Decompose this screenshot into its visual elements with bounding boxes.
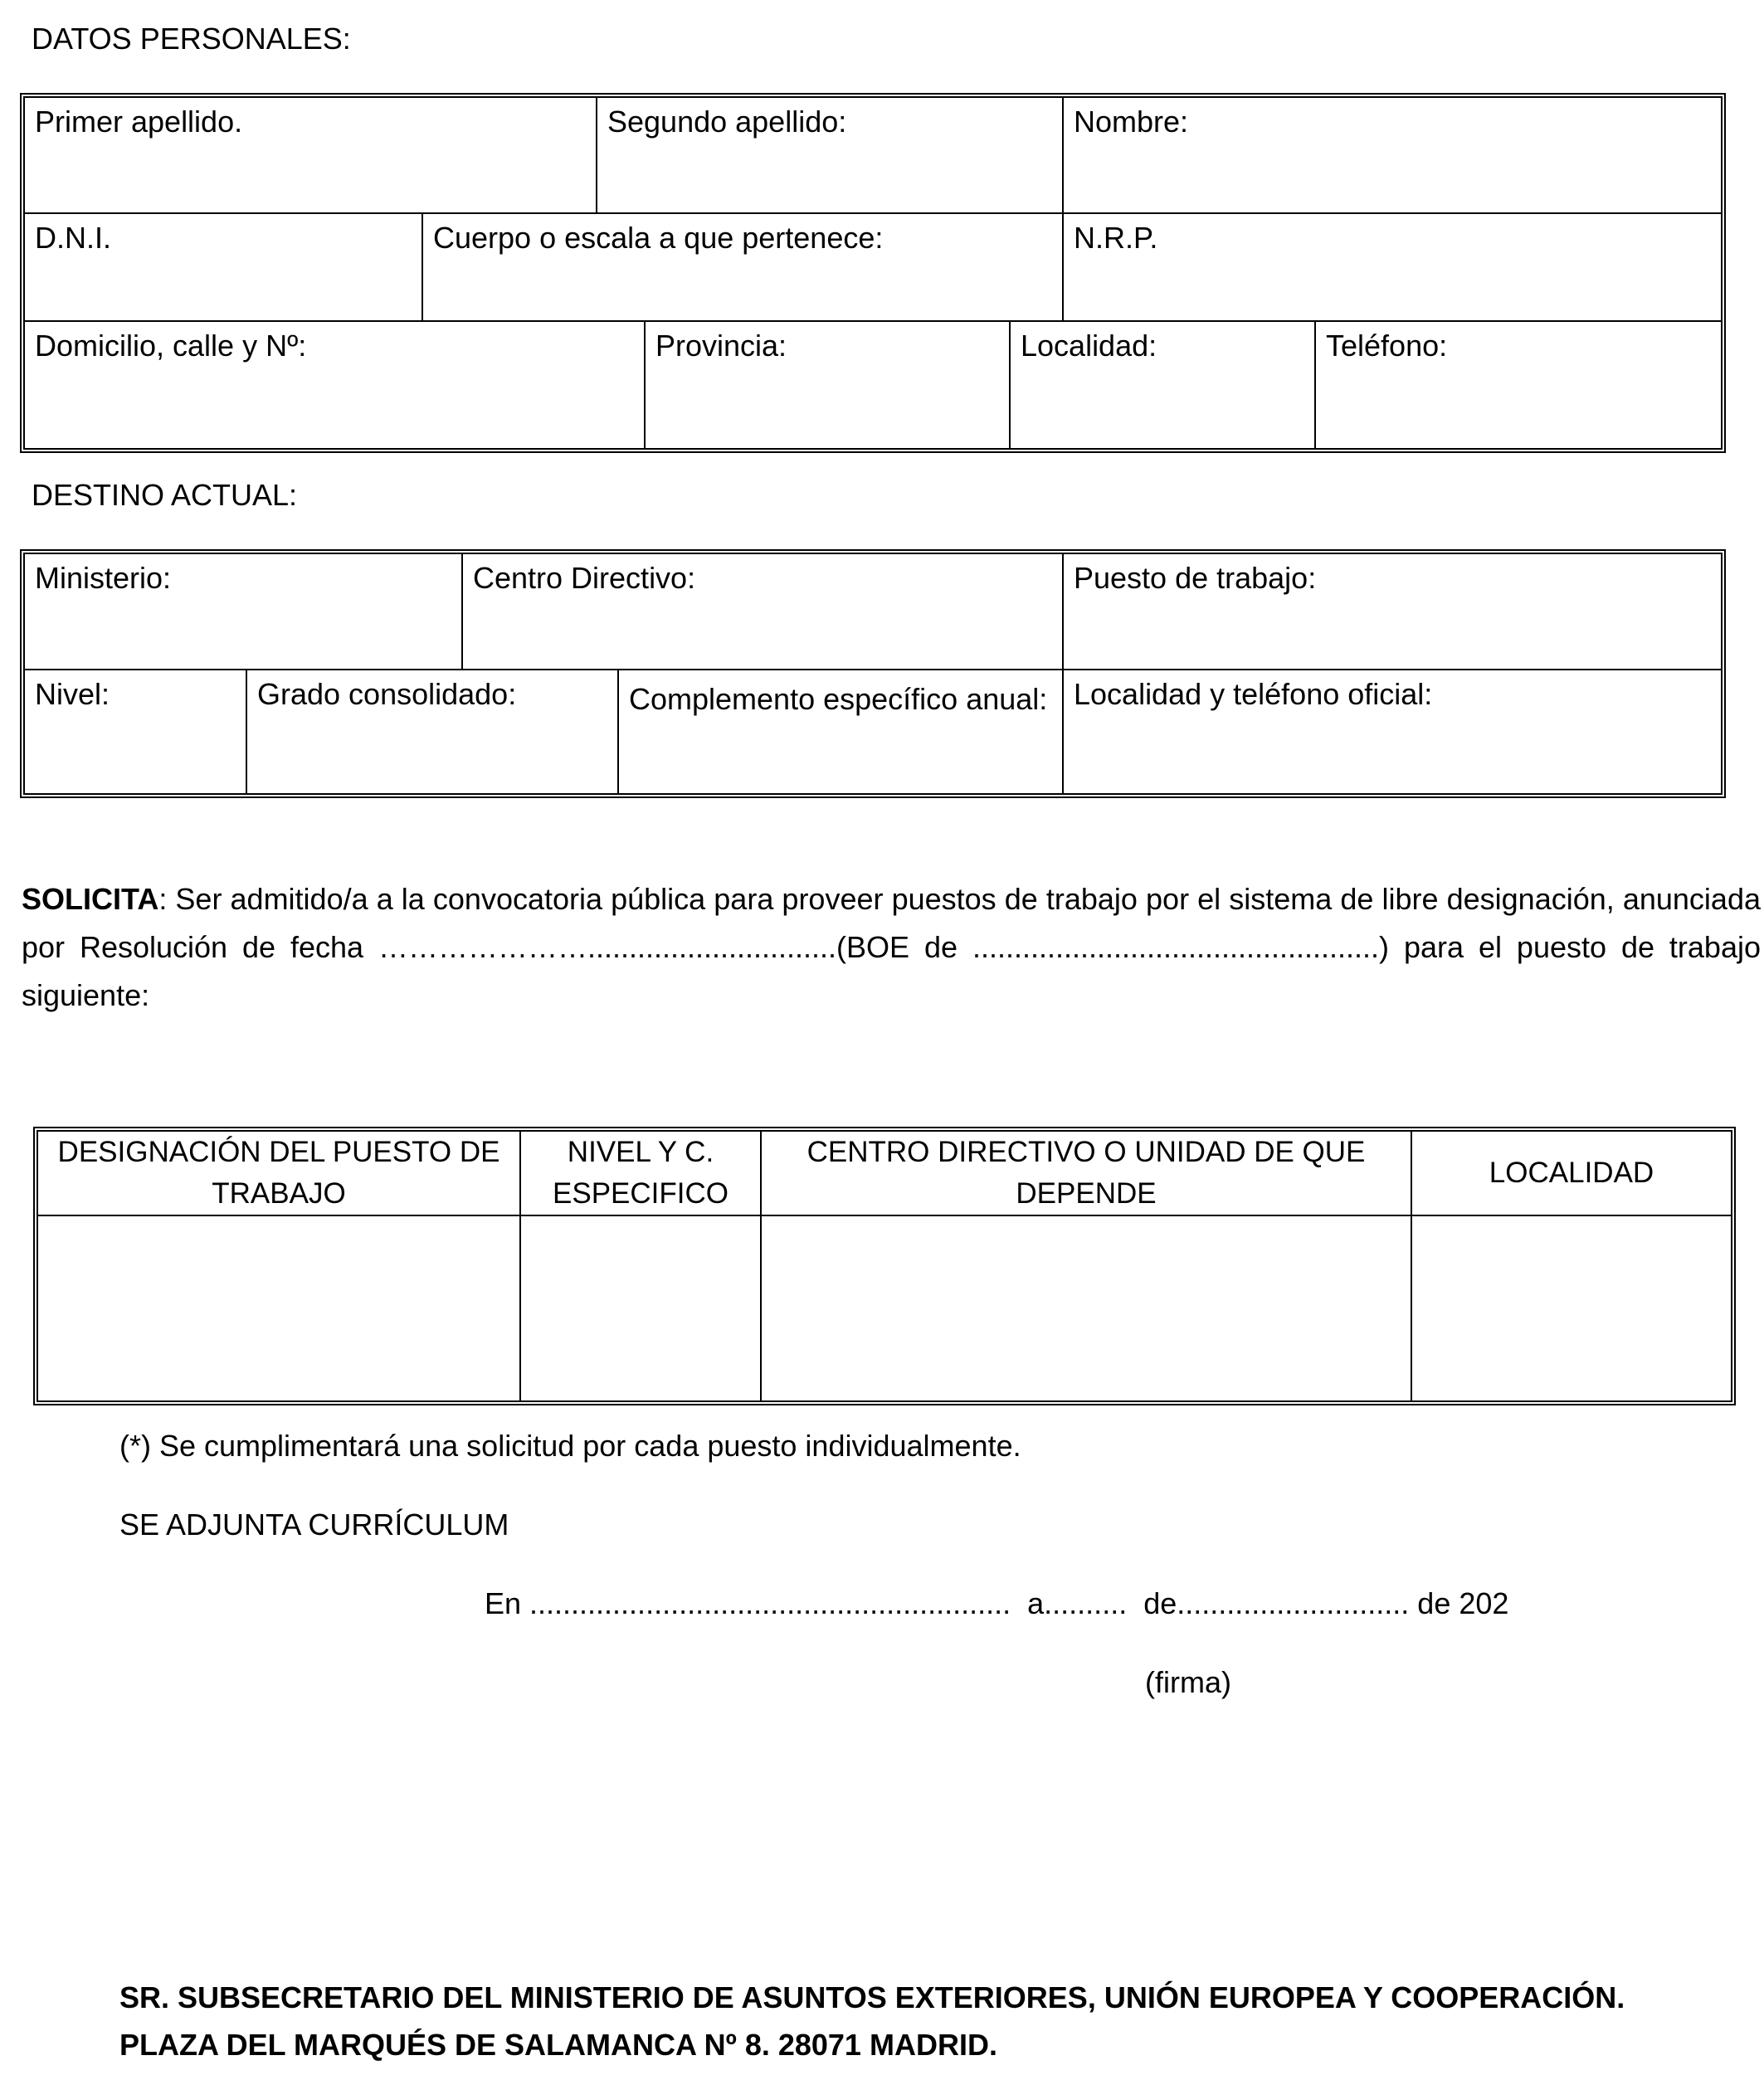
nrp-field[interactable] bbox=[1062, 214, 1721, 320]
adjunta-curriculum: SE ADJUNTA CURRÍCULUM bbox=[119, 1508, 509, 1542]
domicilio-label: Domicilio, calle y Nº: bbox=[35, 329, 307, 363]
solicita-label: SOLICITA bbox=[22, 882, 159, 916]
datos-personales-row-1 bbox=[25, 98, 1721, 214]
datos-personales-table bbox=[20, 93, 1726, 453]
ministerio-label: Ministerio: bbox=[35, 561, 172, 595]
destinatario-line-2: PLAZA DEL MARQUÉS DE SALAMANCA Nº 8. 28071 MADRID. bbox=[119, 2028, 997, 2062]
provincia-label: Provincia: bbox=[655, 329, 787, 363]
cuerpo-escala-label: Cuerpo o escala a que pertenece: bbox=[433, 221, 884, 255]
nrp-label: N.R.P. bbox=[1074, 221, 1158, 255]
lugar-fecha-line[interactable]: En .......................................................... a.......... de............................ de 202 bbox=[485, 1586, 1509, 1620]
puestos-table-row bbox=[38, 1216, 1731, 1400]
nombre-field[interactable] bbox=[1062, 98, 1721, 212]
primer-apellido-field[interactable] bbox=[25, 98, 596, 212]
localidad-label: Localidad: bbox=[1021, 329, 1157, 363]
centro-directivo-field[interactable] bbox=[461, 554, 1062, 669]
solicita-text: : Ser admitido/a a la convocatoria pública para proveer puestos de trabajo por el sistema de libre designación, anunciada por Resolución de fecha …………………..............................(BOE de .................................................) para el puesto de trabajo siguiente: bbox=[22, 882, 1761, 1012]
centro-directivo-input-cell[interactable] bbox=[760, 1216, 1411, 1400]
telefono-field[interactable] bbox=[1314, 322, 1721, 448]
centro-directivo-label: Centro Directivo: bbox=[473, 561, 696, 595]
solicita-paragraph bbox=[22, 875, 1761, 1020]
ministerio-field[interactable] bbox=[25, 554, 461, 669]
destino-actual-title: DESTINO ACTUAL: bbox=[32, 478, 298, 512]
nivel-label: Nivel: bbox=[35, 677, 110, 711]
complemento-especifico-label: Complemento específico anual: bbox=[629, 682, 1048, 716]
datos-personales-row-3 bbox=[25, 322, 1721, 448]
nivel-field[interactable] bbox=[25, 670, 246, 793]
dni-label: D.N.I. bbox=[35, 221, 112, 255]
datos-personales-title: DATOS PERSONALES: bbox=[32, 22, 351, 56]
dni-field[interactable] bbox=[25, 214, 422, 320]
puesto-trabajo-field[interactable] bbox=[1062, 554, 1721, 669]
provincia-field[interactable] bbox=[644, 322, 1009, 448]
puestos-table bbox=[33, 1127, 1736, 1405]
domicilio-field[interactable] bbox=[25, 322, 644, 448]
segundo-apellido-field[interactable] bbox=[596, 98, 1062, 212]
telefono-label: Teléfono: bbox=[1326, 329, 1448, 363]
destino-actual-row-2 bbox=[25, 670, 1721, 793]
complemento-especifico-field[interactable] bbox=[617, 670, 1062, 793]
nivel-input-cell[interactable] bbox=[519, 1216, 760, 1400]
grado-consolidado-field[interactable] bbox=[246, 670, 617, 793]
firma-label: (firma) bbox=[1145, 1665, 1231, 1699]
puestos-table-header bbox=[38, 1132, 1731, 1216]
datos-personales-row-2 bbox=[25, 214, 1721, 322]
segundo-apellido-label: Segundo apellido: bbox=[607, 105, 847, 139]
nombre-label: Nombre: bbox=[1074, 105, 1189, 139]
puesto-trabajo-label: Puesto de trabajo: bbox=[1074, 561, 1317, 595]
header-localidad: LOCALIDAD bbox=[1411, 1132, 1731, 1215]
designacion-input-cell[interactable] bbox=[38, 1216, 519, 1400]
grado-consolidado-label: Grado consolidado: bbox=[257, 677, 517, 711]
localidad-telefono-oficial-field[interactable] bbox=[1062, 670, 1721, 793]
destinatario-line-1: SR. SUBSECRETARIO DEL MINISTERIO DE ASUNTOS EXTERIORES, UNIÓN EUROPEA Y COOPERACIÓN. bbox=[119, 1980, 1625, 2014]
header-nivel: NIVEL Y C. ESPECIFICO bbox=[519, 1132, 760, 1215]
localidad-input-cell[interactable] bbox=[1411, 1216, 1731, 1400]
header-centro-directivo: CENTRO DIRECTIVO O UNIDAD DE QUE DEPENDE bbox=[760, 1132, 1411, 1215]
destino-actual-row-1 bbox=[25, 554, 1721, 670]
cuerpo-escala-field[interactable] bbox=[422, 214, 1062, 320]
primer-apellido-label: Primer apellido. bbox=[35, 105, 243, 139]
localidad-field[interactable] bbox=[1009, 322, 1314, 448]
nota-solicitud: (*) Se cumplimentará una solicitud por cada puesto individualmente. bbox=[119, 1429, 1021, 1463]
destino-actual-table bbox=[20, 549, 1726, 798]
header-designacion: DESIGNACIÓN DEL PUESTO DE TRABAJO bbox=[57, 1136, 500, 1210]
localidad-telefono-oficial-label: Localidad y teléfono oficial: bbox=[1074, 677, 1433, 711]
